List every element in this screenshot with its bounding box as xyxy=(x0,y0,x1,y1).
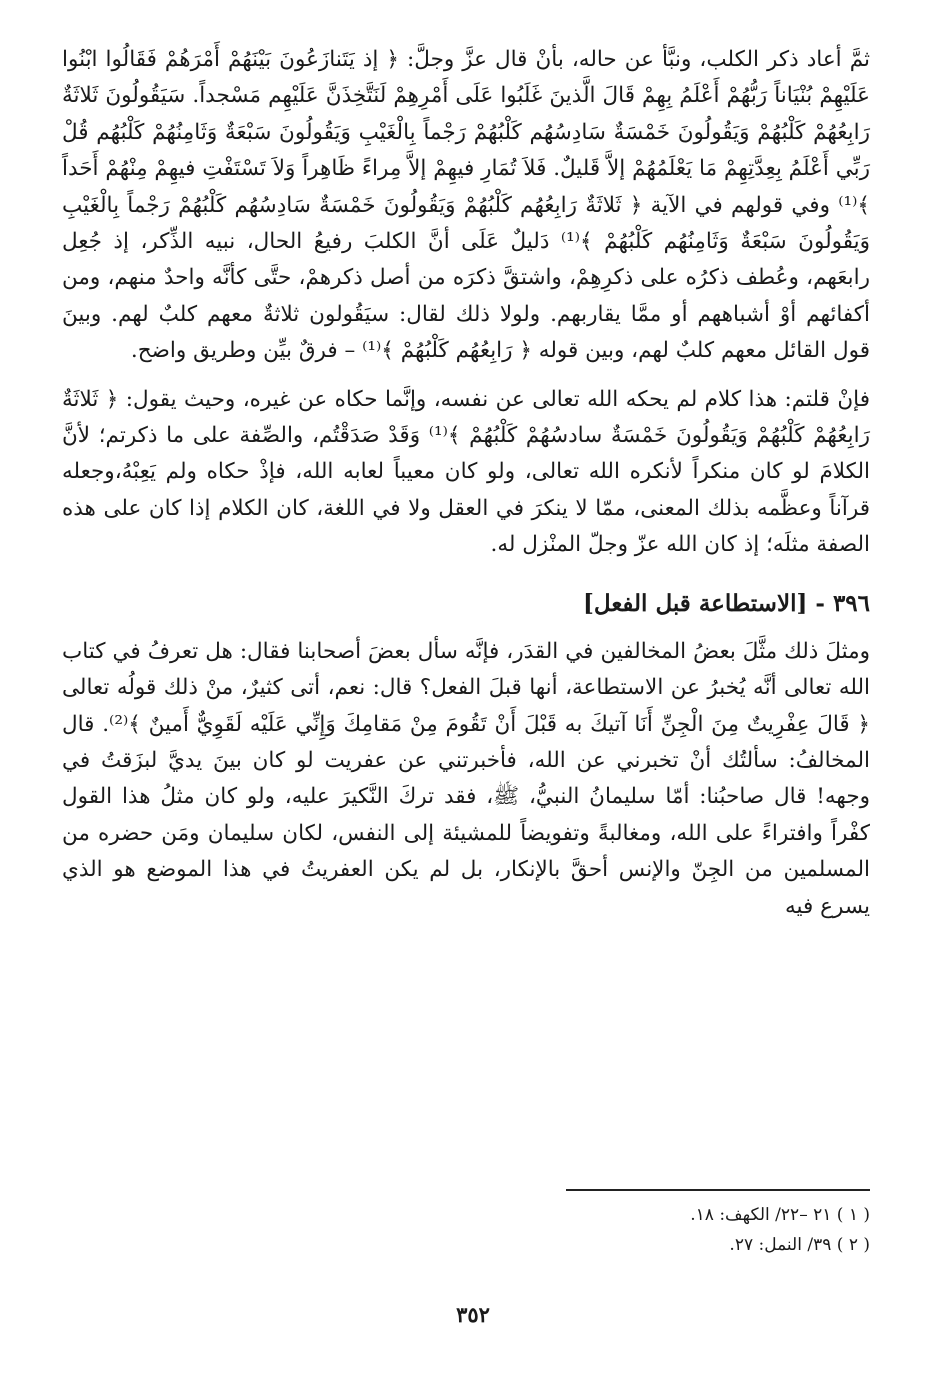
footnote-divider xyxy=(566,1189,870,1191)
section-title: [الاستطاعة قبل الفعل] xyxy=(583,589,808,617)
paragraph-3: ومثلَ ذلك مثَّلَ بعضُ المخالفين في القدَر، فإنَّه سأل بعضَ أصحابنا فقال: هل تعرفُ في كتاب الله تعالى أنَّه يُخبرُ عن الاستطاعة، أنها قبلَ الفعل؟ قال: نعم، أتى كثيرٌ، منْ ذلك قولُه تعالى ﴿ قَالَ عِفْرِيتٌ مِنَ الْجِنِّ أَنَا آتيكَ به قَبْلَ أَنْ تَقُومَ مِنْ مَقامِكَ وَإِنِّي عَلَيْه لَقَوِيٌّ أَمينٌ ﴾⁽²⁾. قال المخالفُ: سألتُك أنْ تخبرني عن الله، فأخبرتني عن عفريت لو كان بينَ يديَّ لبزَقتُ في وجهه! قال صاحبُنا: أمّا سليمانُ النبيُّ، ﷺ، فقد تركَ النَّكيرَ عليه، ولو كان مثلُ هذا القول كفْراً وافتراءً على الله، ومغالبةً وتفويضاً للمشيئة إلى النفس، لكان سليمان ومَن حضره من المسلمين من الجِنّ والإنس أحقَّ بالإنكار، بل لم يكن العفريتُ في هذا الموضع هو الذي يسرع فيه xyxy=(62,638,871,919)
section-heading xyxy=(62,586,870,622)
footnotes xyxy=(420,1200,870,1260)
section-number: ٣٩٦ xyxy=(832,589,870,617)
section-dash: - xyxy=(807,589,825,617)
paragraph-1: ثمَّ أعاد ذكر الكلب، ونبَّأ عن حاله، بأنْ قال عزَّ وجلَّ: ﴿ إذ يَتَنازَعُونَ بَيْنَهُمْ أَمْرَهُمْ فَقَالُوا ابْنُوا عَلَيْهِمْ بُنْيَاناً رَبُّهُمْ أَعْلَمُ بِهِمْ قَالَ الَّذينَ غَلَبُوا عَلَى أَمْرِهِمْ لَنَتَّخِذَنَّ عَلَيْهِم مَسْجداً. سَيَقُولُونَ ثَلاثَةٌ رَابِعُهُمْ كَلْبُهُمْ وَيَقُولُونَ خَمْسَةٌ سَادِسُهُم كَلْبُهُمْ رَجْماً بِالْغَيْبِ وَيَقُولُونَ سَبْعَةٌ وَثَامِنُهُمْ كَلْبُهُم قُلْ رَبِّي أَعْلَمُ بِعِدَّتِهِمْ مَا يَعْلَمُهُمْ إلاَّ قَليلٌ. فَلاَ تُمَارِ فيهِمْ إلاَّ مِراءً ظَاهِراً وَلاَ تَسْتَفْتِ فيهِمْ مِنْهُمْ أَحَداً ﴾⁽¹⁾ وفي قولهم في الآية ﴿ ثَلاثَةٌ رَابِعُهُم كَلْبُهُمْ وَيَقُولُونَ خَمْسَةٌ سَادِسُهُم كَلْبُهُمْ رَجْماً بِالْغَيْبِ وَيَقُولُونَ سَبْعَةٌ وَثَامِنُهُم كَلْبُهُمْ ﴾⁽¹⁾ دَليلٌ عَلَى أنَّ الكلبَ رفيعُ الحال، نبيه الذِّكر، إذ جُعِل رابعَهم، وعُطف ذكرُه على ذكرِهِمْ، واشتقَّ ذكرَه من أصل ذكرهمْ، حتَّى كأنَّه واحدٌ منهم، ومن أكفائهم أوْ أشباههم أو ممَّا يقاربهم. ولولا ذلك لقال: سيَقُولون ثلاثةٌ معهم كلبٌ لهم. وبينَ قول القائل معهم كلبٌ لهم، وبين قوله ﴿ رَابِعُهُم كَلْبُهُمْ ﴾⁽¹⁾ – فرقٌ بيِّن وطريق واضح. xyxy=(62,47,870,364)
footnote-1: ( ١ ) ٢١ –٢٢/ الكهف: ١٨. xyxy=(690,1205,870,1225)
page-number: ٣٥٢ xyxy=(456,1302,490,1327)
footnote-2: ( ٢ ) ٣٩/ النمل: ٢٧. xyxy=(729,1235,870,1255)
page-body xyxy=(62,42,870,925)
paragraph-2: فإنْ قلتم: هذا كلام لم يحكه الله تعالى عن نفسه، وإنَّما حكاه عن غيره، وحيث يقول: ﴿ ثَلاثَةٌ رَابِعُهُمْ كَلْبُهُمْ وَيَقُولُونَ خَمْسَةٌ سادسُهُمْ كَلْبُهُمْ ﴾⁽¹⁾ وَقَدْ صَدَقْتُم، والصِّفة على ما ذكرتم؛ لأنَّ الكلامَ لو كان منكراً لأنكره الله تعالى، ولو كان معيباً لعابه الله، فإذْ حكاه ولم يَعِبْهُ،وجعله قرآناً وعظَّمه بذلك المعنى، ممّا لا ينكرَ في العقل ولا في اللغة، كان الكلام إذا كان على هذه الصفة مثلَه؛ إذ كان الله عزّ وجلّ المنْزل له. xyxy=(62,386,871,558)
